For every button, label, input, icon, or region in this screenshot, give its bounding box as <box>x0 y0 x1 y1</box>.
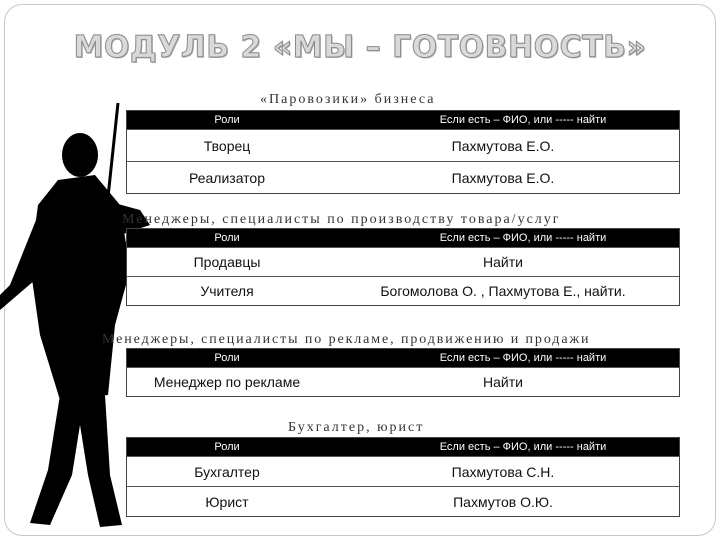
table-row <box>127 129 679 161</box>
table-row <box>127 276 679 305</box>
table-header <box>127 111 679 129</box>
page-title: МОДУЛЬ 2 «МЫ – ГОТОВНОСТЬ» <box>73 30 647 65</box>
col-name-header: Если есть – ФИО, или ----- найти <box>439 441 607 453</box>
name-cell: Найти <box>483 374 523 390</box>
col-name-header: Если есть – ФИО, или ----- найти <box>439 352 607 364</box>
roles-table <box>126 110 680 194</box>
role-cell: Бухгалтер <box>194 463 260 480</box>
name-cell: Богомолова О. , Пахмутова Е., найти. <box>380 283 626 299</box>
col-name-header: Если есть – ФИО, или ----- найти <box>439 232 607 244</box>
section-heading: Менеджеры, специалисты по рекламе, продвижению и продажи <box>102 332 591 347</box>
col-role-header: Роли <box>214 441 240 453</box>
name-cell: Пахмутова Е.О. <box>451 169 555 186</box>
col-role-header: Роли <box>214 232 240 244</box>
table-row <box>127 247 679 276</box>
table-header <box>127 229 679 247</box>
name-cell: Пахмутова С.Н. <box>451 463 555 480</box>
col-role-header: Роли <box>214 114 240 126</box>
table-row <box>127 456 679 486</box>
role-cell: Учителя <box>200 283 254 299</box>
name-cell: Пахмутов О.Ю. <box>453 493 553 510</box>
roles-table <box>126 437 680 517</box>
role-cell: Менеджер по рекламе <box>153 374 301 390</box>
table-header <box>127 438 679 456</box>
roles-table <box>126 348 680 397</box>
role-cell: Юрист <box>205 493 249 510</box>
roles-table <box>126 228 680 306</box>
role-cell: Реализатор <box>188 169 265 186</box>
table-row <box>127 161 679 193</box>
role-cell: Творец <box>203 137 251 154</box>
col-role-header: Роли <box>214 352 240 364</box>
col-name-header: Если есть – ФИО, или ----- найти <box>439 114 607 126</box>
section-heading: Менеджеры, специалисты по производству товара/услуг <box>122 212 561 227</box>
section-heading: «Паровозики» бизнеса <box>260 92 436 107</box>
role-cell: Продавцы <box>193 254 261 270</box>
section-heading: Бухгалтер, юрист <box>288 420 425 435</box>
table-row <box>127 367 679 396</box>
table-header <box>127 349 679 367</box>
name-cell: Пахмутова Е.О. <box>451 137 555 154</box>
table-row <box>127 486 679 516</box>
name-cell: Найти <box>483 254 523 270</box>
